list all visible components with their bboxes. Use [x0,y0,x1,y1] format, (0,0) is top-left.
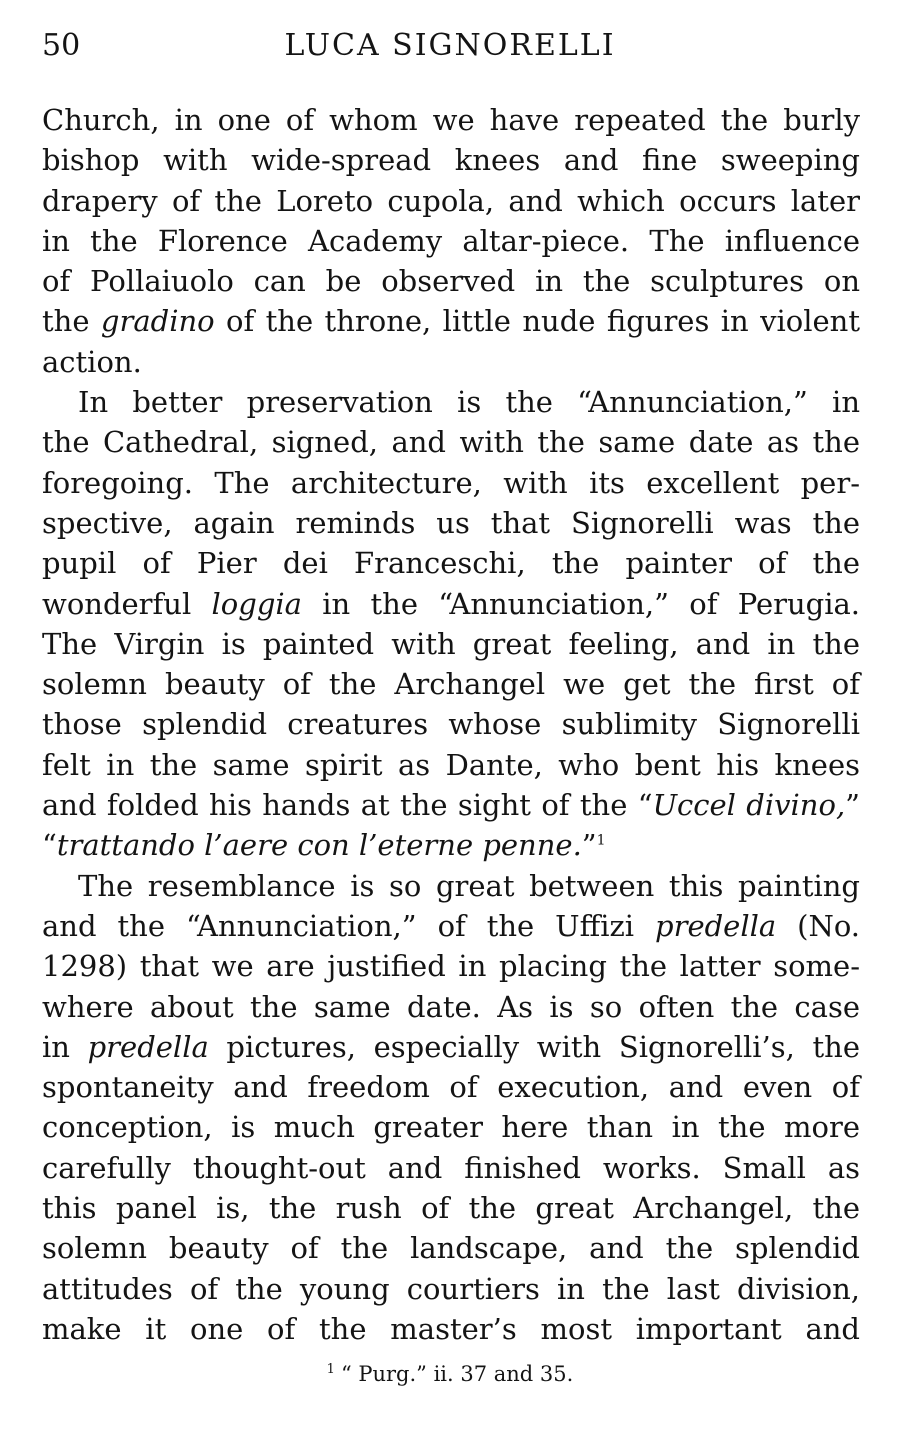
page-number: 50 [42,28,81,63]
footnote [0,1362,900,1386]
page-header [42,28,858,78]
text-line [42,906,860,946]
text-span: wonderful [42,586,192,621]
text-line: drapery of the Loreto cupola, and which occurs later [42,183,860,218]
text-span: of the throne, little nude figures in violent [226,304,861,339]
italic-quote: Uccel divino, [652,788,846,823]
text-line: solemn beauty of the Archangel we get the first of [42,667,860,702]
footnote-marker: 1 [326,1362,335,1377]
text-line: bishop with wide-spread knees and fine sweeping [42,143,860,178]
text-line: of Pollaiuolo can be observed in the sculptures on [42,264,860,299]
text-line: in the Florence Academy altar-piece. The influence [42,223,860,258]
text-span: pictures, especially with Signorelli’s, the [226,1029,861,1064]
text-line: The resemblance is so great between this painting [78,868,860,903]
text-span: “ [42,828,57,863]
text-line: In better preservation is the “Annunciation,” in [78,385,860,420]
text-span: and folded his hands at the sight of the “ [42,788,653,823]
text-line: 1298) that we are justified in placing the latter some- [42,949,860,984]
text-line: spective, again reminds us that Signorelli was the [42,505,860,540]
italic-quote: trattando l’aere con l’eterne penne. [56,828,582,863]
text-line: solemn beauty of the landscape, and the splendid [42,1231,860,1266]
italic-term: gradino [100,304,215,339]
text-line [42,825,860,865]
italic-term: predella [655,908,777,943]
text-line [42,1027,860,1067]
text-span: (No. [797,908,861,943]
text-line: carefully thought-out and finished works. Small as [42,1150,860,1185]
text-line: The Virgin is painted with great feeling, and in the [42,626,860,661]
text-line: this panel is, the rush of the great Archangel, the [42,1191,860,1226]
text-span: ” [845,788,860,823]
running-title: LUCA SIGNORELLI [284,28,616,63]
text-line [42,785,860,825]
text-line: spontaneity and freedom of execution, and even of [42,1070,860,1105]
text-line: felt in the same spirit as Dante, who bent his knees [42,747,860,782]
text-line: foregoing. The architecture, with its excellent per- [42,465,860,500]
text-span: in [42,1029,70,1064]
text-line: those splendid creatures whose sublimity Signorelli [42,707,860,742]
text-span: ” [581,828,597,863]
text-line: Church, in one of whom we have repeated the burly [42,103,860,137]
footnote-reference[interactable]: 1 [596,832,606,849]
text-span: and the “Annunciation,” of the Uffizi [42,908,635,943]
text-line: action. [42,344,142,379]
text-line: the Cathedral, signed, and with the same date as the [42,425,860,460]
text-line [42,584,860,624]
italic-term: predella [87,1029,209,1064]
text-line: conception, is much greater here than in the more [42,1110,860,1145]
page-body [42,100,860,1349]
text-span: in the “Annunciation,” of Perugia. [322,586,860,621]
italic-term: loggia [211,586,302,621]
text-line: attitudes of the young courtiers in the last division, [42,1271,860,1306]
text-line [42,301,860,341]
text-line: pupil of Pier dei Franceschi, the painter of the [42,546,860,581]
text-line: where about the same date. As is so often the case [42,989,860,1024]
text-line: make it one of the master’s most important and [42,1311,860,1346]
text-span: the [42,304,90,339]
footnote-text: “ Purg.” ii. 37 and 35. [340,1362,574,1386]
